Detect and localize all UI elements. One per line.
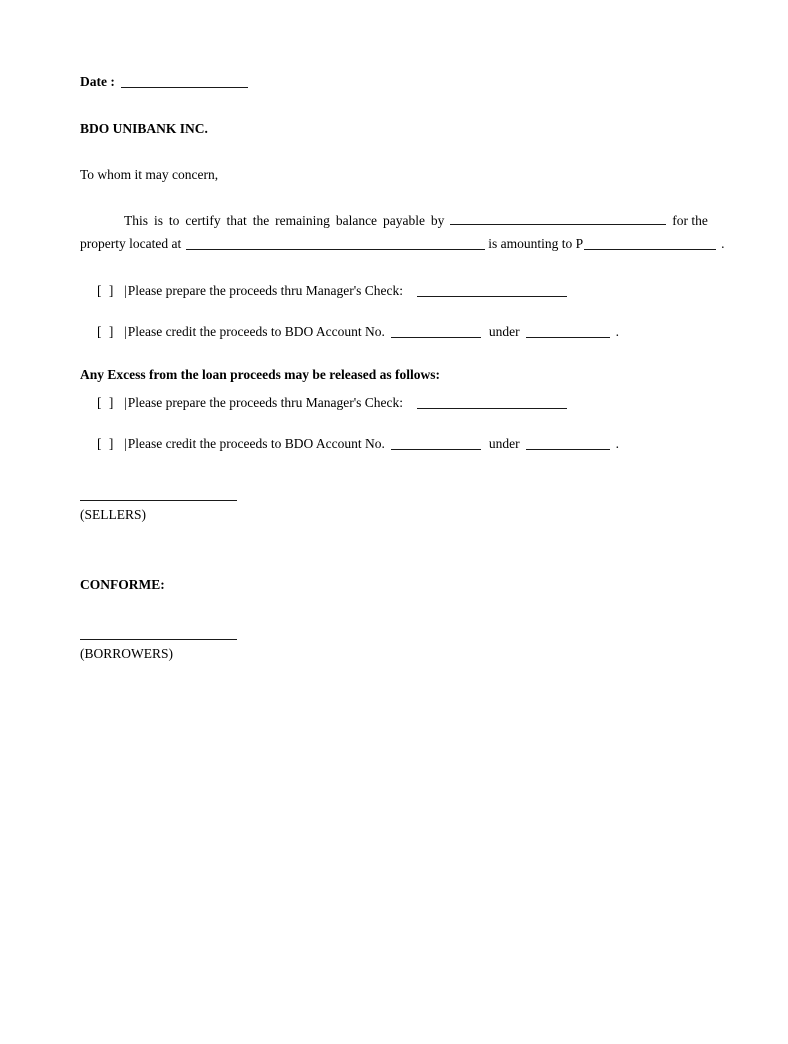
body-line-1 [80, 209, 708, 232]
body-word: payable [382, 213, 425, 228]
pipe-separator: | [124, 324, 127, 339]
body-word: remaining [275, 213, 330, 228]
option-label: Please credit the proceeds to BDO Account No. [127, 436, 385, 451]
bdo-account-fill-rule-1[interactable] [391, 327, 481, 338]
excess-section-heading: Any Excess from the loan proceeds may be released as follows: [80, 367, 440, 382]
body-word: certify [185, 213, 221, 228]
body-line-2-period: . [721, 236, 725, 251]
sellers-signature-rule[interactable] [80, 500, 237, 501]
body-word: balance [335, 213, 378, 228]
salutation: To whom it may concern, [80, 166, 219, 182]
property-located-label: property located at [80, 236, 182, 251]
conforme-heading: CONFORME: [80, 577, 165, 592]
body-line-1-tail: for the [672, 213, 708, 228]
managers-check-fill-rule-1[interactable] [417, 286, 567, 297]
checkbox-managers-check-2[interactable]: [ ] [97, 395, 116, 410]
option-period: . [615, 436, 620, 451]
spacer [80, 301, 708, 322]
spacer [80, 255, 708, 281]
pipe-separator: | [124, 283, 127, 298]
spacer [80, 136, 708, 168]
body-word: by [430, 213, 445, 228]
checkbox-bdo-account-2[interactable]: [ ] [97, 436, 116, 451]
signature-block-borrowers [80, 639, 708, 664]
spacer [80, 342, 708, 365]
date-label: Date : [80, 74, 115, 89]
date-line [80, 74, 708, 90]
body-word: that [226, 213, 247, 228]
body-word: This [124, 213, 149, 228]
option-label: Please prepare the proceeds thru Manager's Check: [127, 283, 404, 298]
option-label: Please prepare the proceeds thru Manager's Check: [127, 395, 404, 410]
spacer [80, 181, 708, 209]
checkbox-bdo-account-1[interactable]: [ ] [97, 324, 116, 339]
pipe-separator: | [124, 436, 127, 451]
option-bdo-account-2[interactable] [80, 434, 708, 454]
spacer [80, 454, 708, 500]
body-line-1-words [124, 209, 708, 232]
signature-block-sellers [80, 500, 708, 525]
borrowers-signature-label: (BORROWERS) [80, 646, 174, 661]
property-address-fill-rule[interactable] [186, 239, 485, 250]
borrowers-signature-rule[interactable] [80, 639, 237, 640]
body-paragraph [80, 209, 725, 255]
checkbox-managers-check-1[interactable]: [ ] [97, 283, 116, 298]
option-label: Please credit the proceeds to BDO Account No. [127, 324, 385, 339]
payee-name-fill-rule[interactable] [450, 214, 666, 225]
under-fill-rule-1[interactable] [526, 327, 610, 338]
recipient-name: BDO UNIBANK INC. [80, 121, 208, 136]
option-managers-check-2[interactable] [80, 393, 708, 413]
spacer [80, 90, 708, 122]
spacer [80, 385, 708, 393]
body-word: to [168, 213, 180, 228]
spacer [80, 525, 708, 575]
option-managers-check-1[interactable] [80, 281, 708, 301]
amounting-label: is amounting to P [488, 236, 584, 251]
managers-check-fill-rule-2[interactable] [417, 398, 567, 409]
document-body [80, 74, 725, 664]
pipe-separator: | [124, 395, 127, 410]
body-word: the [252, 213, 270, 228]
date-fill-rule[interactable] [121, 77, 248, 88]
body-word: is [153, 213, 163, 228]
under-label: under [488, 436, 520, 451]
spacer [80, 413, 708, 434]
spacer [80, 595, 708, 639]
bdo-account-fill-rule-2[interactable] [391, 439, 481, 450]
sellers-signature-label: (SELLERS) [80, 507, 146, 522]
option-period: . [615, 324, 620, 339]
amount-fill-rule[interactable] [584, 239, 716, 250]
body-line-2 [80, 232, 725, 255]
option-bdo-account-1[interactable] [80, 322, 708, 342]
under-label: under [488, 324, 520, 339]
under-fill-rule-2[interactable] [526, 439, 610, 450]
